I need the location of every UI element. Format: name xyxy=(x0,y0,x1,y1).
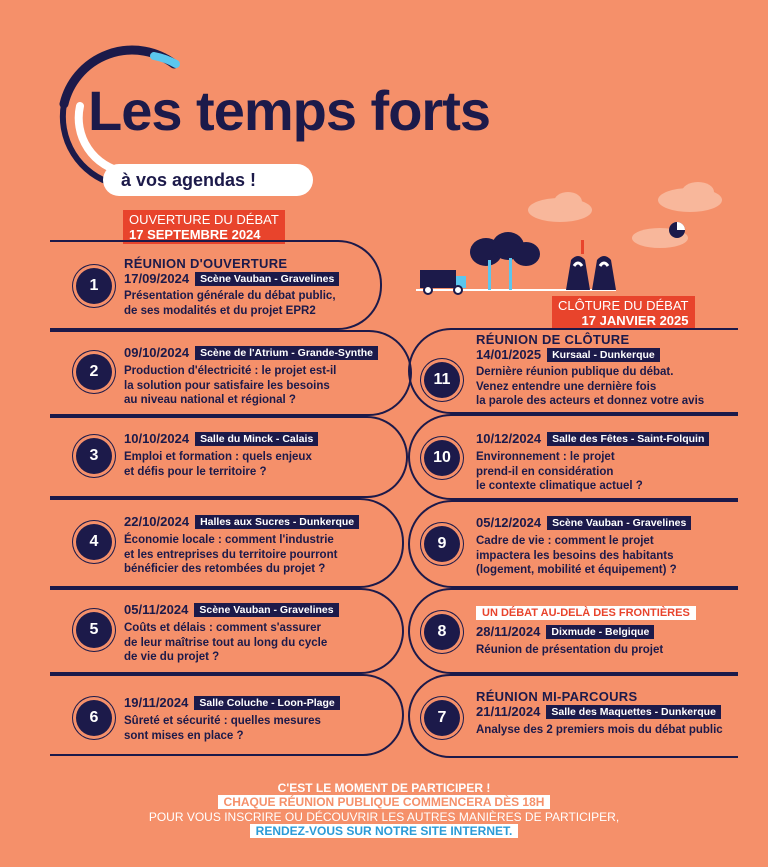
event-date-row-10 xyxy=(476,431,709,446)
event-card-11 xyxy=(476,332,704,409)
opening-tag-date: 17 SEPTEMBRE 2024 xyxy=(129,227,261,242)
event-number-11: 11 xyxy=(424,362,460,398)
footer-line-2: CHAQUE RÉUNION PUBLIQUE COMMENCERA DÈS 18H xyxy=(218,795,551,809)
website-link[interactable]: RENDEZ-VOUS SUR NOTRE SITE INTERNET. xyxy=(250,824,519,838)
event-desc-8: Réunion de présentation du projet xyxy=(476,644,664,656)
event-number-5: 5 xyxy=(76,612,112,648)
event-number-7: 7 xyxy=(424,700,460,736)
event-date-10: 10/12/2024 xyxy=(476,431,542,446)
event-card-7 xyxy=(476,689,723,738)
closing-tag-label: CLÔTURE DU DÉBAT xyxy=(558,298,689,313)
event-number-1: 1 xyxy=(76,268,112,304)
event-heading-11: RÉUNION DE CLÔTURE xyxy=(476,332,630,347)
event-number-10: 10 xyxy=(424,440,460,476)
page-title: Les temps forts xyxy=(88,79,490,142)
event-place-4: Halles aux Sucres - Dunkerque xyxy=(195,515,359,529)
event-desc-1: Présentation générale du débat public, de ses modalités et du projet EPR2 xyxy=(124,290,336,317)
event-card-4 xyxy=(124,514,359,577)
event-number-4: 4 xyxy=(76,524,112,560)
footer-line-3: POUR VOUS INSCRIRE OU DÉCOUVRIR LES AUTRES MANIÈRES DE PARTICIPER, xyxy=(148,810,620,824)
opening-tag-label: OUVERTURE DU DÉBAT xyxy=(129,212,279,227)
event-date-row-4 xyxy=(124,514,359,529)
closing-tag-date: 17 JANVIER 2025 xyxy=(581,313,689,328)
event-heading-7: RÉUNION MI-PARCOURS xyxy=(476,689,638,704)
event-place-11: Kursaal - Dunkerque xyxy=(547,348,660,362)
event-desc-9: Cadre de vie : comment le projet impactera les besoins des habitants (logement, mobilité et équipement) ? xyxy=(476,535,677,576)
event-desc-7: Analyse des 2 premiers mois du débat public xyxy=(476,724,723,736)
event-place-7: Salle des Maquettes - Dunkerque xyxy=(546,705,721,719)
event-card-6 xyxy=(124,695,340,743)
event-desc-4: Économie locale : comment l'industrie et les entreprises du territoire pourront bénéficier des retombées du projet ? xyxy=(124,534,338,575)
event-place-6: Salle Coluche - Loon-Plage xyxy=(194,696,339,710)
footer-line-1: C'EST LE MOMENT DE PARTICIPER ! xyxy=(277,781,491,795)
event-card-5 xyxy=(124,602,339,665)
landscape-illustration-icon xyxy=(416,232,646,302)
event-date-6: 19/11/2024 xyxy=(124,695,189,710)
event-place-9: Scène Vauban - Gravelines xyxy=(547,516,691,530)
event-desc-6: Sûreté et sécurité : quelles mesures sont mises en place ? xyxy=(124,715,321,742)
event-card-1 xyxy=(124,256,339,318)
event-date-row-7 xyxy=(476,704,723,719)
event-date-9: 05/12/2024 xyxy=(476,515,542,530)
event-card-3 xyxy=(124,431,318,479)
event-date-8: 28/11/2024 xyxy=(476,624,541,639)
event-place-2: Scène de l'Atrium - Grande-Synthe xyxy=(195,346,378,360)
event-place-5: Scène Vauban - Gravelines xyxy=(194,603,338,617)
event-date-row-5 xyxy=(124,602,339,617)
event-desc-5: Coûts et délais : comment s'assurer de leur maîtrise tout au long du cycle de vie du projet ? xyxy=(124,622,328,663)
event-date-4: 22/10/2024 xyxy=(124,514,190,529)
footer-line-2-row xyxy=(0,795,768,809)
event-place-1: Scène Vauban - Gravelines xyxy=(195,272,339,286)
event-tag-8: UN DÉBAT AU-DELÀ DES FRONTIÈRES xyxy=(476,606,696,620)
event-number-6: 6 xyxy=(76,700,112,736)
event-card-10 xyxy=(476,431,709,494)
event-date-7: 21/11/2024 xyxy=(476,704,541,719)
event-date-11: 14/01/2025 xyxy=(476,347,542,362)
event-desc-11: Dernière réunion publique du débat. Venez entendre une dernière fois la parole des acteurs et donnez votre avis xyxy=(476,366,705,407)
opening-tag xyxy=(123,210,285,244)
event-card-8 xyxy=(476,603,696,658)
event-tag-8-row xyxy=(476,603,696,621)
event-date-5: 05/11/2024 xyxy=(124,602,189,617)
event-date-3: 10/10/2024 xyxy=(124,431,190,446)
event-number-2: 2 xyxy=(76,354,112,390)
event-date-row-11 xyxy=(476,347,704,362)
event-place-3: Salle du Minck - Calais xyxy=(195,432,318,446)
event-number-8: 8 xyxy=(424,614,460,650)
event-desc-10: Environnement : le projet prend-il en considération le contexte climatique actuel ? xyxy=(476,451,643,492)
event-place-10: Salle des Fêtes - Saint-Folquin xyxy=(547,432,709,446)
event-date-2: 09/10/2024 xyxy=(124,345,190,360)
event-date-row-8 xyxy=(476,624,696,639)
event-date-row-3 xyxy=(124,431,318,446)
footer-line-4-row xyxy=(0,824,768,838)
event-date-row-2 xyxy=(124,345,378,360)
event-number-9: 9 xyxy=(424,526,460,562)
event-number-3: 3 xyxy=(76,438,112,474)
page-subtitle: à vos agendas ! xyxy=(103,164,313,196)
event-heading-1: RÉUNION D'OUVERTURE xyxy=(124,256,288,271)
event-date-row-9 xyxy=(476,515,691,530)
event-desc-3: Emploi et formation : quels enjeux et défis pour le territoire ? xyxy=(124,451,312,478)
event-date-row-6 xyxy=(124,695,340,710)
event-card-2 xyxy=(124,345,378,408)
event-date-row-1 xyxy=(124,271,339,286)
event-date-1: 17/09/2024 xyxy=(124,271,190,286)
event-card-9 xyxy=(476,515,691,578)
closing-tag xyxy=(552,296,695,330)
event-place-8: Dixmude - Belgique xyxy=(546,625,654,639)
event-desc-2: Production d'électricité : le projet est-il la solution pour satisfaire les besoins au niveau national et régional ? xyxy=(124,365,337,406)
